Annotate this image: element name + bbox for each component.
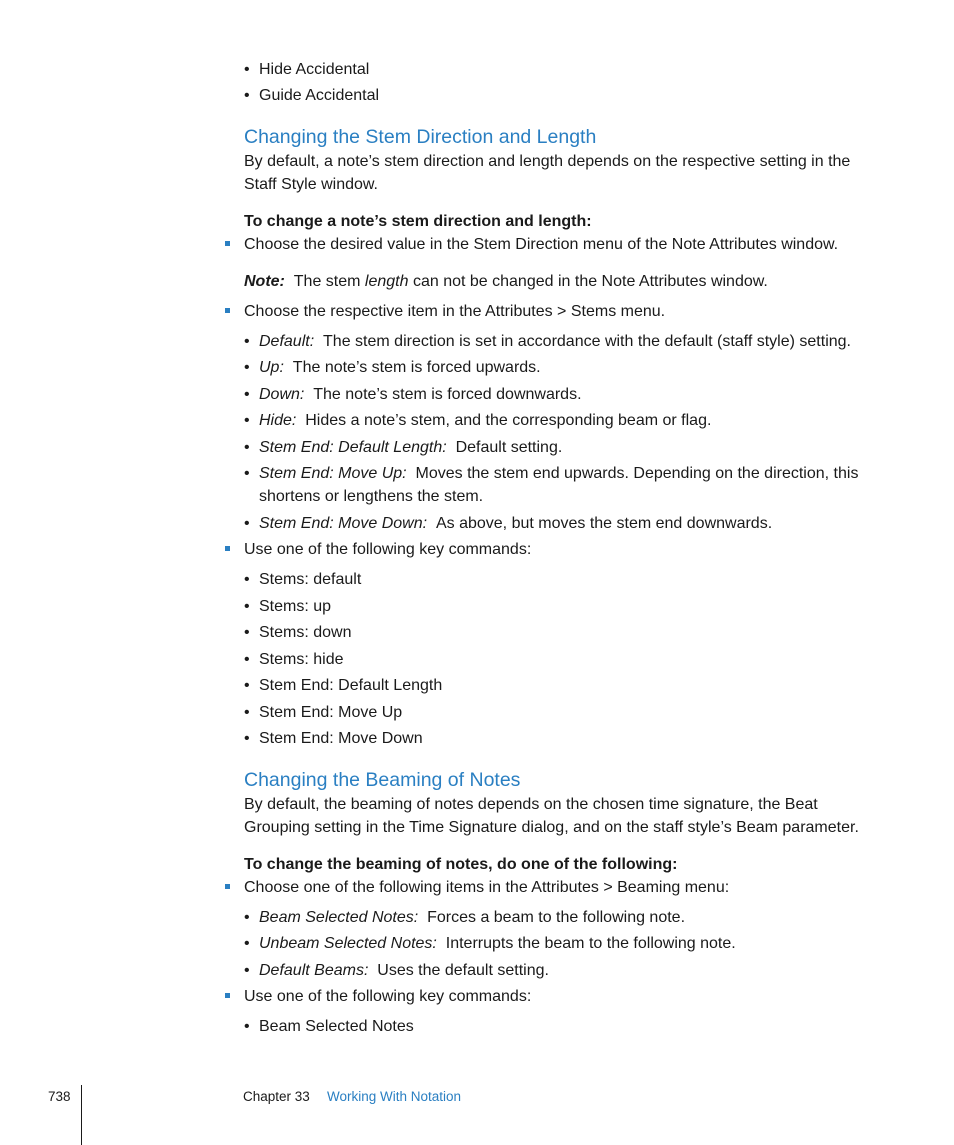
square-bullet-icon [225,993,230,998]
procedure-heading: To change the beaming of notes, do one of the following: [244,856,678,873]
bullet-dot: • [244,465,250,482]
step-text: Choose the respective item in the Attributes > Stems menu. [244,303,666,320]
paragraph-line: By default, a note’s stem direction and length depends on the respective setting in the [244,153,851,170]
list-item: Stem End: Default Length [259,677,443,694]
step-text: Choose the desired value in the Stem Direction menu of the Note Attributes window. [244,236,839,253]
list-item: Hide Accidental [259,61,370,78]
page-number: 738 [48,1089,71,1104]
list-item: Default Beams: Uses the default setting. [259,962,549,979]
bullet-dot: • [244,61,250,78]
list-item: Stem End: Default Length: Default setting. [259,439,563,456]
bullet-dot: • [244,730,250,747]
bullet-dot: • [244,598,250,615]
list-item: Hide: Hides a note’s stem, and the corresponding beam or flag. [259,412,712,429]
list-item: Stem End: Move Up [259,704,403,721]
list-item: Stem End: Move Down: As above, but moves the stem end downwards. [259,515,773,532]
bullet-dot: • [244,962,250,979]
footer-divider [81,1085,82,1145]
paragraph-line: Staff Style window. [244,176,378,193]
list-item: Stems: hide [259,651,344,668]
bullet-dot: • [244,935,250,952]
bullet-dot: • [244,87,250,104]
bullet-dot: • [244,677,250,694]
note-label: Note: [244,273,285,290]
square-bullet-icon [225,884,230,889]
procedure-heading: To change a note’s stem direction and length: [244,213,592,230]
bullet-dot: • [244,651,250,668]
list-item: Beam Selected Notes [259,1018,414,1035]
section-heading-beaming: Changing the Beaming of Notes [244,769,521,791]
bullet-dot: • [244,909,250,926]
list-item: Down: The note’s stem is forced downwards. [259,386,582,403]
bullet-dot: • [244,704,250,721]
section-heading-stem: Changing the Stem Direction and Length [244,126,597,148]
paragraph-line: By default, the beaming of notes depends on the chosen time signature, the Beat [244,796,818,813]
step-text: Choose one of the following items in the Attributes > Beaming menu: [244,879,730,896]
note-text-italic: length [364,273,409,290]
step-text: Use one of the following key commands: [244,988,532,1005]
list-item: Stem End: Move Up: Moves the stem end upwards. Depending on the direction, this [259,465,859,482]
footer-chapter: Chapter 33 [243,1089,310,1104]
square-bullet-icon [225,546,230,551]
list-item: Guide Accidental [259,87,380,104]
step-text: Use one of the following key commands: [244,541,532,558]
bullet-dot: • [244,515,250,532]
list-item: Beam Selected Notes: Forces a beam to the following note. [259,909,686,926]
bullet-dot: • [244,624,250,641]
bullet-dot: • [244,571,250,588]
note-line [244,270,768,293]
bullet-dot: • [244,412,250,429]
bullet-dot: • [244,333,250,350]
list-item: Stems: down [259,624,352,641]
bullet-dot: • [244,1018,250,1035]
footer-chapter-title: Working With Notation [327,1089,462,1104]
list-item: Stem End: Move Down [259,730,423,747]
paragraph-line: Grouping setting in the Time Signature dialog, and on the staff style’s Beam parameter. [244,819,859,836]
list-item-continuation: shortens or lengthens the stem. [259,488,484,505]
note-text: The stem [293,273,365,290]
bullet-dot: • [244,359,250,376]
list-item: Stems: up [259,598,332,615]
list-item: Default: The stem direction is set in accordance with the default (staff style) setting. [259,333,851,350]
list-item: Stems: default [259,571,362,588]
list-item: Unbeam Selected Notes: Interrupts the beam to the following note. [259,935,736,952]
bullet-dot: • [244,439,250,456]
square-bullet-icon [225,241,230,246]
square-bullet-icon [225,308,230,313]
note-text: can not be changed in the Note Attributes window. [408,273,768,290]
list-item: Up: The note’s stem is forced upwards. [259,359,541,376]
bullet-dot: • [244,386,250,403]
